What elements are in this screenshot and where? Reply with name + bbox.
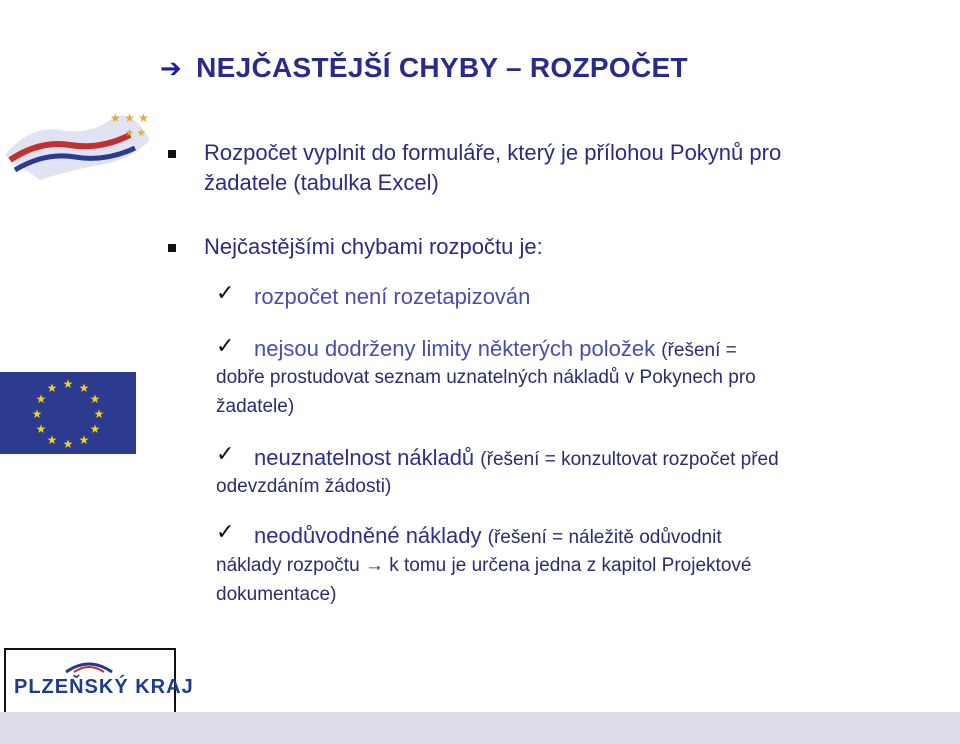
svg-text:★: ★ xyxy=(62,437,74,451)
check-2-cont-2: žadatele) xyxy=(216,396,295,417)
bullet-1-line-2: žadatele (tabulka Excel) xyxy=(204,170,439,195)
bullet-square-icon xyxy=(168,150,176,158)
check-4-cont-2: dokumentace) xyxy=(216,584,337,605)
check-2-text xyxy=(254,334,737,366)
svg-text:★: ★ xyxy=(35,422,47,436)
check-mark-icon: ✓ xyxy=(216,442,235,467)
check-3-main: neuznatelnost nákladů xyxy=(254,445,475,470)
svg-text:★: ★ xyxy=(89,422,101,436)
svg-text:★: ★ xyxy=(31,407,43,421)
svg-text:★: ★ xyxy=(62,377,74,391)
page-title xyxy=(160,52,688,84)
logo-text: PLZEŇSKÝ KRAJ xyxy=(14,676,194,698)
svg-text:★: ★ xyxy=(89,392,101,406)
check-mark-icon: ✓ xyxy=(216,520,235,545)
region-emblem-icon xyxy=(64,654,114,676)
check-4-cont-1: náklady rozpočtu → k tomu je určena jedna z kapitol Projektové xyxy=(216,555,752,576)
check-mark-icon: ✓ xyxy=(216,281,235,306)
bullet-2-line-1: Nejčastějšími chybami rozpočtu je: xyxy=(204,234,543,259)
check-1-text: rozpočet není rozetapizován xyxy=(254,284,531,309)
svg-text:★ ★: ★ ★ xyxy=(125,128,146,139)
check-4-note: (řešení = náležitě odůvodnit xyxy=(487,527,722,548)
check-2-main: nejsou dodrženy limity některých položek xyxy=(254,336,656,361)
arrow-right-icon: ➔ xyxy=(160,53,183,83)
svg-text:★ ★ ★: ★ ★ ★ xyxy=(110,111,149,125)
footer-bar xyxy=(0,712,960,744)
check-3-note: (řešení = konzultovat rozpočet před xyxy=(480,449,779,470)
check-4-main: neodůvodněné náklady xyxy=(254,523,482,548)
svg-text:★: ★ xyxy=(46,433,58,447)
check-mark-icon: ✓ xyxy=(216,334,235,359)
svg-text:★: ★ xyxy=(46,381,58,395)
check-4-text xyxy=(254,521,722,553)
bullet-1-line-1: Rozpočet vyplnit do formuláře, který je přílohou Pokynů pro xyxy=(204,140,782,165)
title-text: NEJČASTĚJŠÍ CHYBY – ROZPOČET xyxy=(196,52,688,83)
check-3-text xyxy=(254,443,779,475)
svg-text:★: ★ xyxy=(78,433,90,447)
svg-text:★: ★ xyxy=(78,381,90,395)
svg-text:★: ★ xyxy=(35,392,47,406)
eu-flag-icon xyxy=(0,372,136,454)
check-2-note: (řešení = xyxy=(661,340,737,361)
bullet-square-icon xyxy=(168,244,176,252)
check-2-cont-1: dobře prostudovat seznam uznatelných nákladů v Pokynech pro xyxy=(216,367,756,388)
svg-text:★: ★ xyxy=(93,407,105,421)
czech-map-decoration xyxy=(0,100,160,190)
check-3-cont-1: odevzdáním žádosti) xyxy=(216,476,392,497)
